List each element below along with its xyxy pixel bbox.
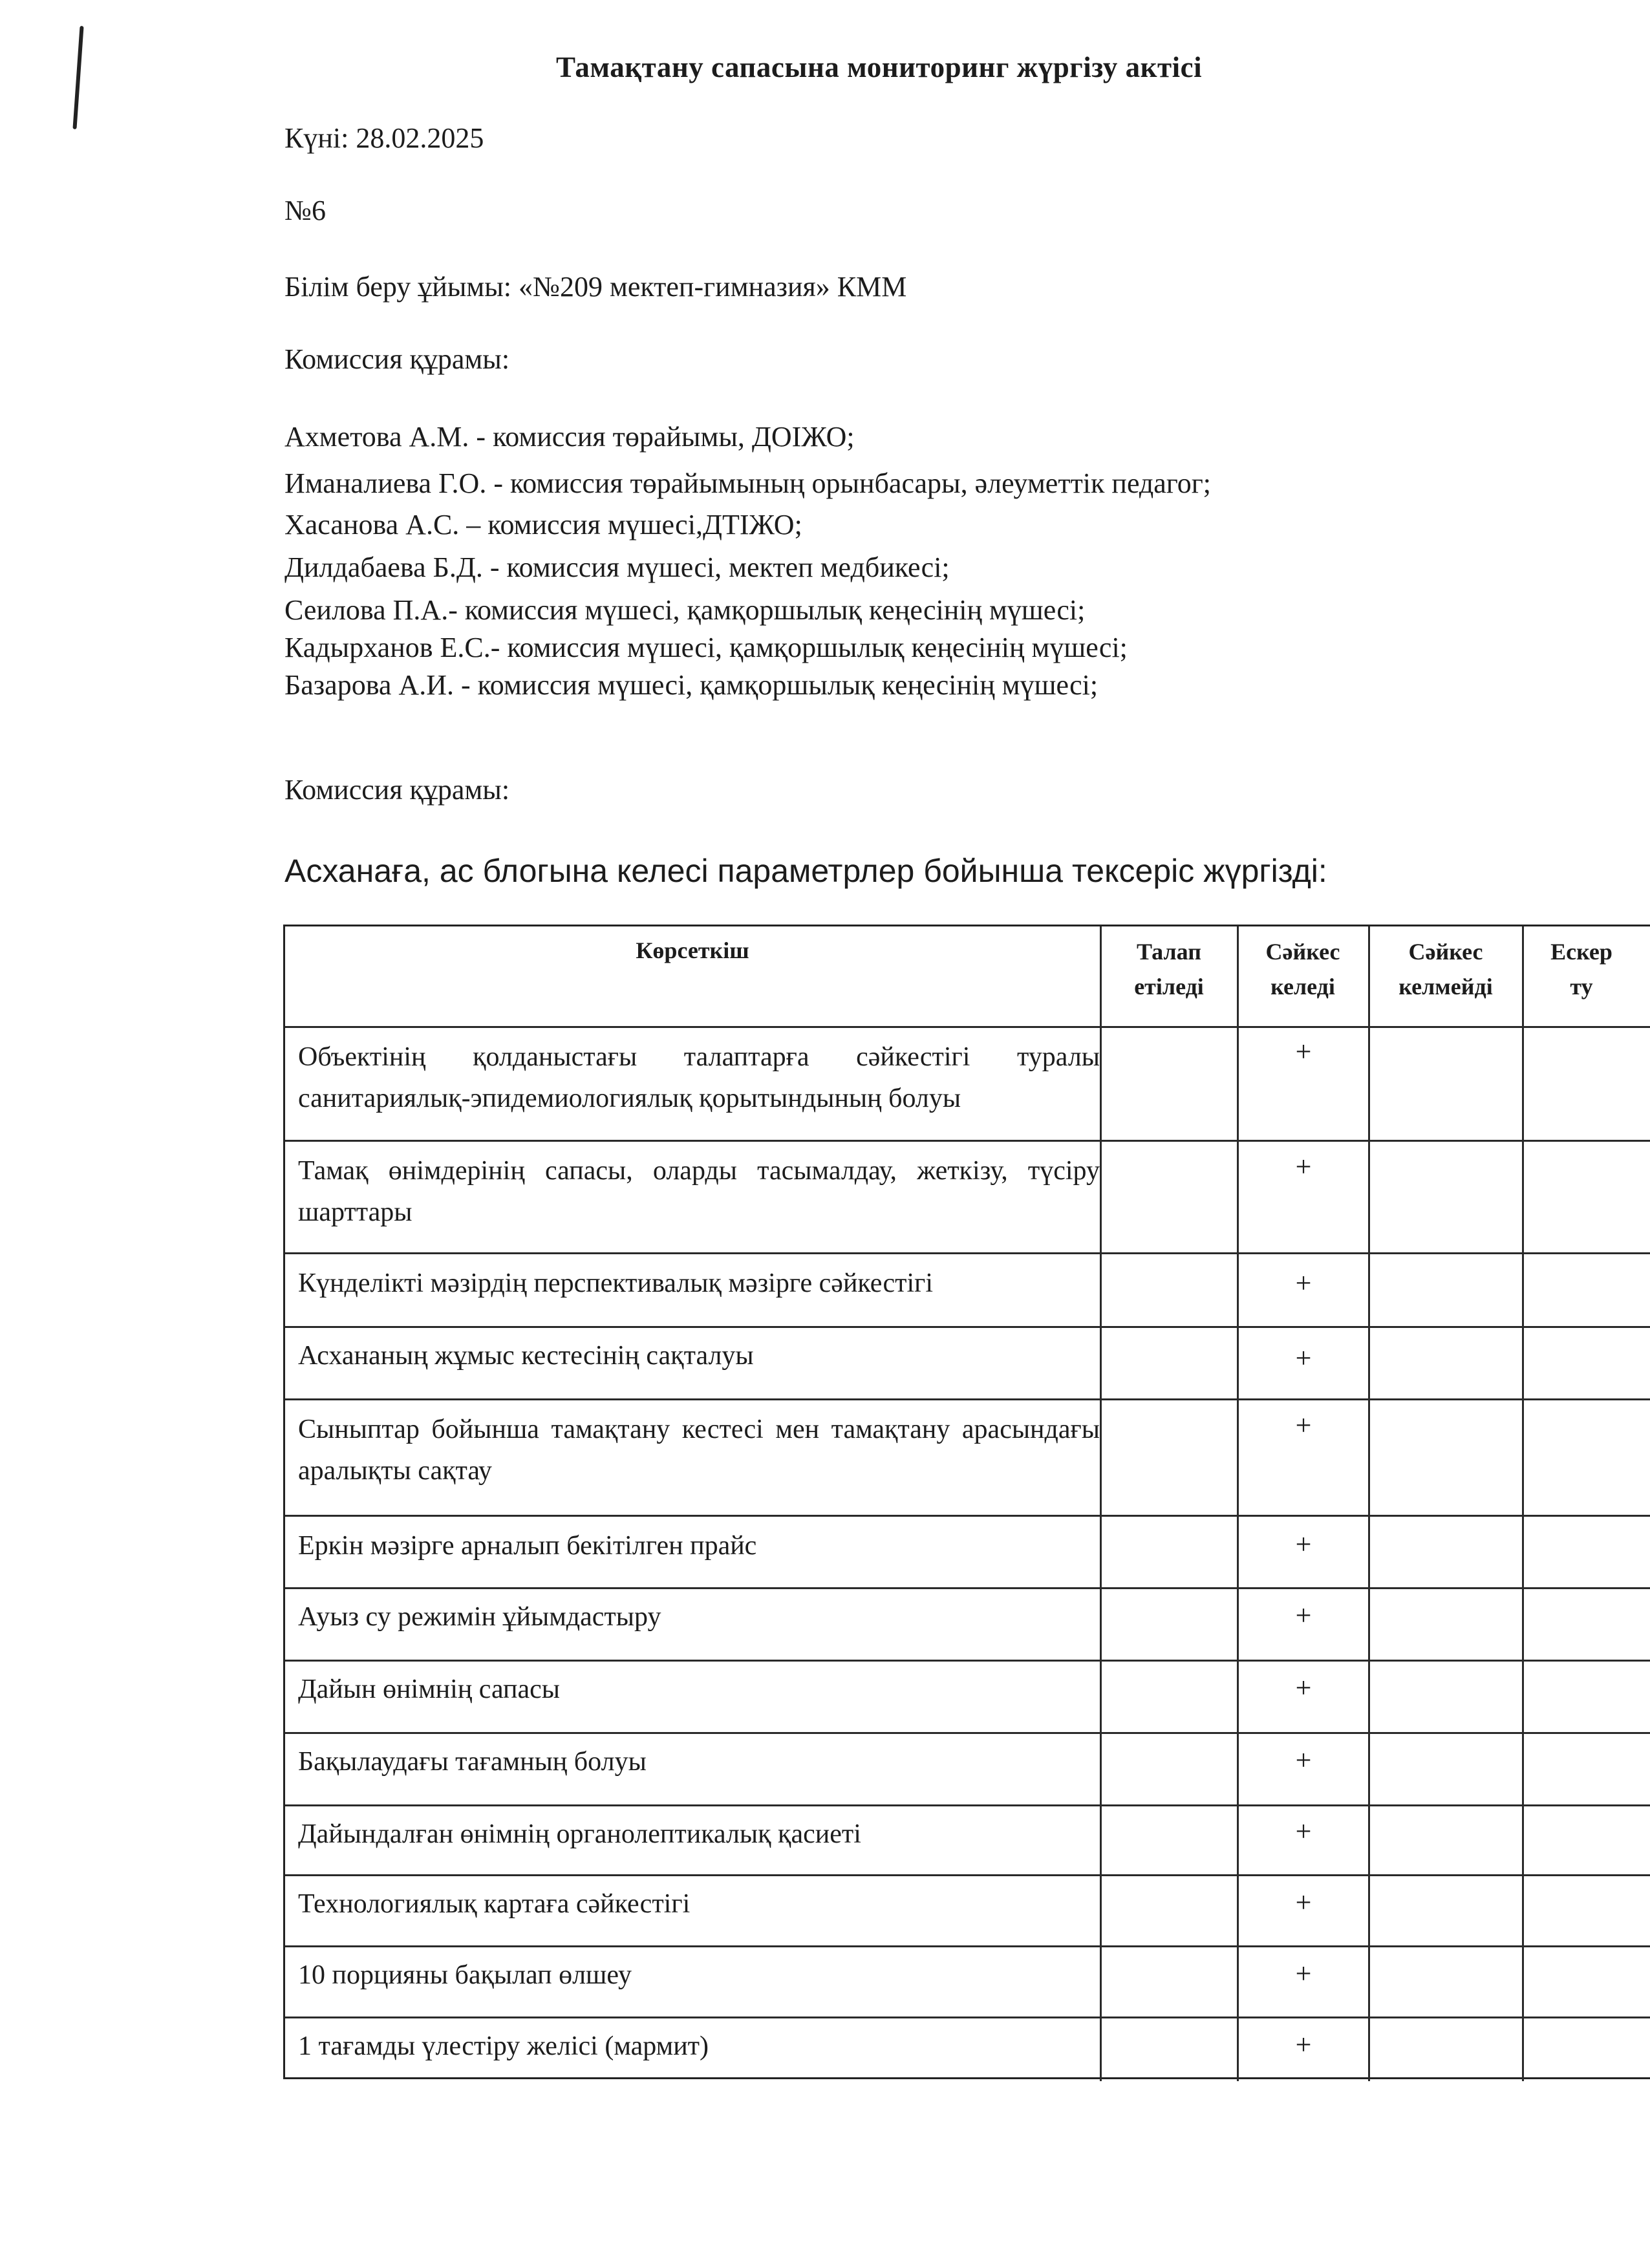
pen-mark: [72, 26, 83, 129]
header-non-compliant-line-1: Сәйкес: [1408, 939, 1483, 965]
member-item: Дилдабаева Б.Д. - комиссия мүшесі, мектеп медбикесі;: [284, 551, 950, 583]
inspection-table: [283, 925, 1650, 2079]
table-row-indicator: Ауыз су режимін ұйымдастыру: [298, 1602, 661, 1632]
member-item: Сеилова П.А.- комиссия мүшесі, қамқоршылық кеңесінің мүшесі;: [284, 594, 1086, 626]
table-row-indicator: 1 тағамды үлестіру желісі (мармит): [298, 2031, 709, 2061]
table-row-indicator: Дайын өнімнің сапасы: [298, 1674, 561, 1704]
table-row-indicator: Тамақ өнімдерінің сапасы, оларды тасымалдау, жеткізу, түсіру шарттары: [298, 1156, 1100, 1227]
header-note: [1523, 934, 1640, 1004]
header-compliant-line-1: Сәйкес: [1265, 939, 1340, 965]
member-item: Кадырханов Е.С.- комиссия мүшесі, қамқоршылық кеңесінің мүшесі;: [284, 632, 1128, 663]
table-row-indicator: Сыныптар бойынша тамақтану кестесі мен тамақтану арасындағы аралықты сақтау: [298, 1415, 1100, 1486]
commission-label: Комиссия құрамы:: [284, 343, 510, 375]
table-row-indicator: Күнделікті мәзірдің перспективалық мәзірге сәйкестігі: [298, 1268, 934, 1298]
compliant-mark: +: [1295, 1342, 1312, 1374]
header-required-line-2: етіледі: [1134, 974, 1204, 1000]
table-row-indicator: 10 порцияны бақылап өлшеу: [298, 1960, 632, 1990]
member-item: Хасанова А.С. – комиссия мүшесі,ДТІЖО;: [284, 509, 802, 540]
table-row-indicator: Еркін мәзірге арналып бекітілген прайс: [298, 1531, 757, 1561]
member-item: Ахметова А.М. - комиссия төрайымы, ДОІЖО;: [284, 421, 855, 453]
table-row-indicator: Технологиялық картаға сәйкестігі: [298, 1889, 691, 1919]
member-item: Иманалиева Г.О. - комиссия төрайымының орынбасары, әлеуметтік педагог;: [284, 467, 1212, 499]
compliant-mark: +: [1295, 1036, 1312, 1067]
compliant-mark: +: [1295, 1958, 1312, 1989]
organization-line: Білім беру ұйымы: «№209 мектеп-гимназия» КММ: [284, 271, 907, 303]
compliant-mark: +: [1295, 1599, 1312, 1631]
header-required: [1101, 934, 1237, 1004]
header-note-line-1: Ескер: [1550, 939, 1612, 965]
header-compliant-line-2: келеді: [1270, 974, 1335, 1000]
compliant-mark: +: [1295, 1672, 1312, 1704]
header-non-compliant: [1369, 934, 1522, 1004]
compliant-mark: +: [1295, 1528, 1312, 1560]
compliant-mark: +: [1295, 1151, 1312, 1182]
document-title: Тамақтану сапасына мониторинг жүргізу актісі: [556, 51, 1203, 83]
member-item: Базарова А.И. - комиссия мүшесі, қамқоршылық кеңесінің мүшесі;: [284, 669, 1098, 701]
number-line: №6: [284, 195, 326, 226]
table-row-indicator: Объектінің қолданыстағы талаптарға сәйкестігі туралы санитариялық-эпидемиологиялық қорытындының болуы: [298, 1042, 1100, 1113]
date-line: Күні: 28.02.2025: [284, 122, 484, 154]
compliant-mark: +: [1295, 1267, 1312, 1299]
table-row-indicator: Дайындалған өнімнің органолептикалық қасиеті: [298, 1819, 861, 1849]
table-row-indicator: Бақылаудағы тағамның болуы: [298, 1747, 647, 1777]
table-row-indicator: Асхананың жұмыс кестесінің сақталуы: [298, 1341, 754, 1371]
compliant-mark: +: [1295, 2029, 1312, 2060]
commission-label-2: Комиссия құрамы:: [284, 774, 510, 806]
header-compliant: [1238, 934, 1367, 1004]
header-note-line-2: ту: [1570, 974, 1593, 1000]
compliant-mark: +: [1295, 1409, 1312, 1441]
compliant-mark: +: [1295, 1744, 1312, 1776]
header-required-line-1: Талап: [1137, 939, 1201, 965]
compliant-mark: +: [1295, 1815, 1312, 1847]
header-indicator: Көрсеткіш: [636, 937, 749, 963]
header-non-compliant-line-2: келмейді: [1398, 974, 1493, 1000]
compliant-mark: +: [1295, 1887, 1312, 1918]
table-heading: Асханаға, ас блогына келесі параметрлер бойынша тексеріс жүргізді:: [284, 853, 1327, 889]
